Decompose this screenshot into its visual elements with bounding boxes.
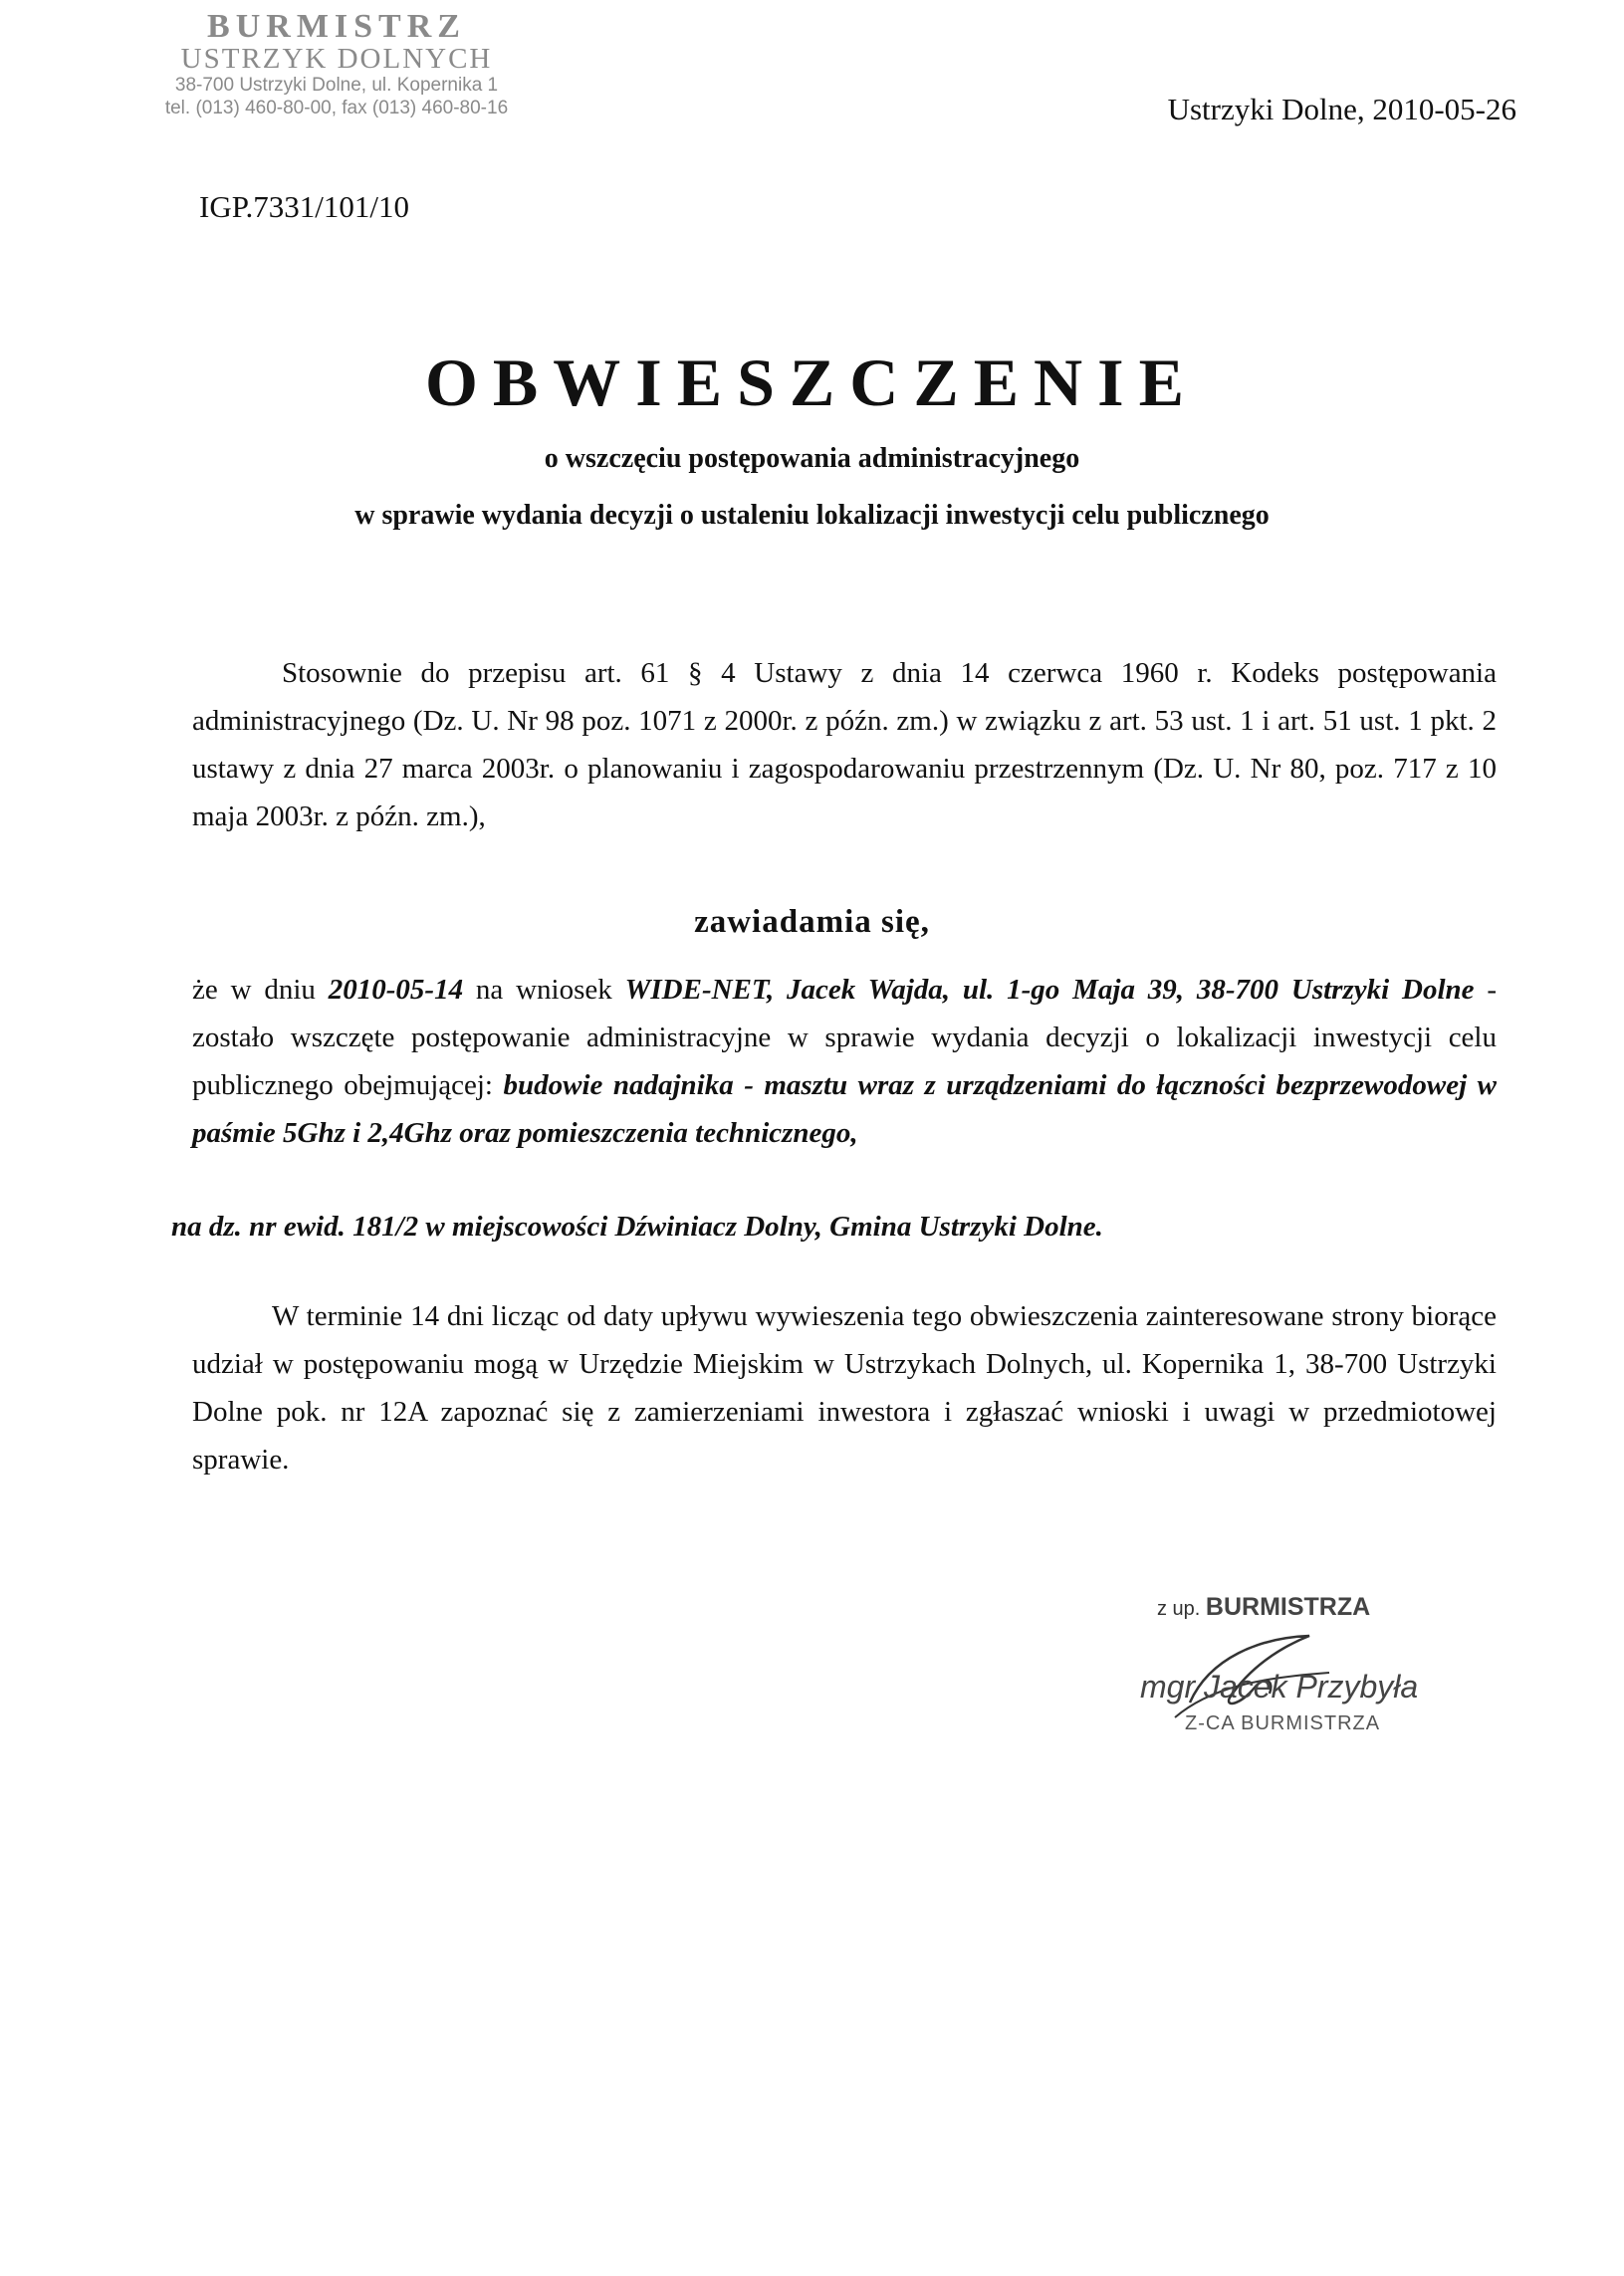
document-date: Ustrzyki Dolne, 2010-05-26 [1167,92,1516,126]
subtitle-line-1: o wszczęciu postępowania administracyjnego [544,443,1080,474]
p2-text-1: że w dniu [192,974,329,1006]
reference-number: IGP.7331/101/10 [199,189,409,224]
deadline-paragraph: W terminie 14 dni licząc od daty upływu wywieszenia tego obwieszczenia zainteresowane strony biorące udział w postępowaniu mogą w Urzędzie Miejskim w Ustrzykach Dolnych, ul. Kopernika 1, 38-700 Ustrzyki Dolne pok. nr 12A zapoznać się z zamierzeniami inwestora i zgłaszać wnioski i uwagi w przedmiotowej sprawie. [192,1300,1497,1476]
signatory-role: Z-CA BURMISTRZA [1185,1712,1381,1734]
signature-office: BURMISTRZA [1205,1593,1371,1621]
letterhead-address: 38-700 Ustrzyki Dolne, ul. Kopernika 1 [174,75,499,96]
p2-text-3: - zostało wszczęte postępowanie administracyjne w sprawie wydania decyzji o lokalizacji inwestycji celu publicznego obejmującej: [192,974,1497,1101]
plot-location: na dz. nr ewid. 181/2 w miejscowości Dźwiniacz Dolny, Gmina Ustrzyki Dolne. [171,1211,1103,1243]
investment-description: budowie nadajnika - masztu wraz z urządzeniami do łączności bezprzewodowej w paśmie 5Ghz i 2,4Ghz oraz pomieszczenia technicznego, [192,1069,1497,1149]
application-date: 2010-05-14 [328,974,464,1006]
applicant: WIDE-NET, Jacek Wajda, ul. 1-go Maja 39, 38-700 Ustrzyki Dolne [624,974,1475,1006]
subtitle-line-2: w sprawie wydania decyzji o ustaleniu lokalizacji inwestycji celu publicznego [354,500,1270,531]
letterhead-stamp [127,10,546,119]
signature-prefix: z up. [1157,1598,1201,1620]
p2-text-2: na wniosek [463,974,625,1006]
letterhead-phone: tel. (013) 460-80-00, fax (013) 460-80-16 [164,98,509,118]
document-title: OBWIESZCZENIE [425,344,1199,420]
legal-basis-paragraph: Stosownie do przepisu art. 61 § 4 Ustawy z dnia 14 czerwca 1960 r. Kodeks postępowania administracyjnego (Dz. U. Nr 98 poz. 1071 z 2000r. z późn. zm.) w związku z art. 53 ust. 1 i art. 51 ust. 1 pkt. 2 ustawy z dnia 27 marca 2003r. o planowaniu i zagospodarowaniu przestrzennym (Dz. U. Nr 80, poz. 717 z 10 maja 2003r. z późn. zm.), [192,657,1497,832]
signatory-name: mgr Jacek Przybyła [1140,1669,1419,1705]
proceedings-paragraph [192,966,1497,1157]
notice-heading: zawiadamia się, [694,904,930,940]
letterhead-office: BURMISTRZ [207,8,466,45]
letterhead-town: USTRZYK DOLNYCH [180,43,493,75]
signature-authority [1157,1593,1370,1622]
